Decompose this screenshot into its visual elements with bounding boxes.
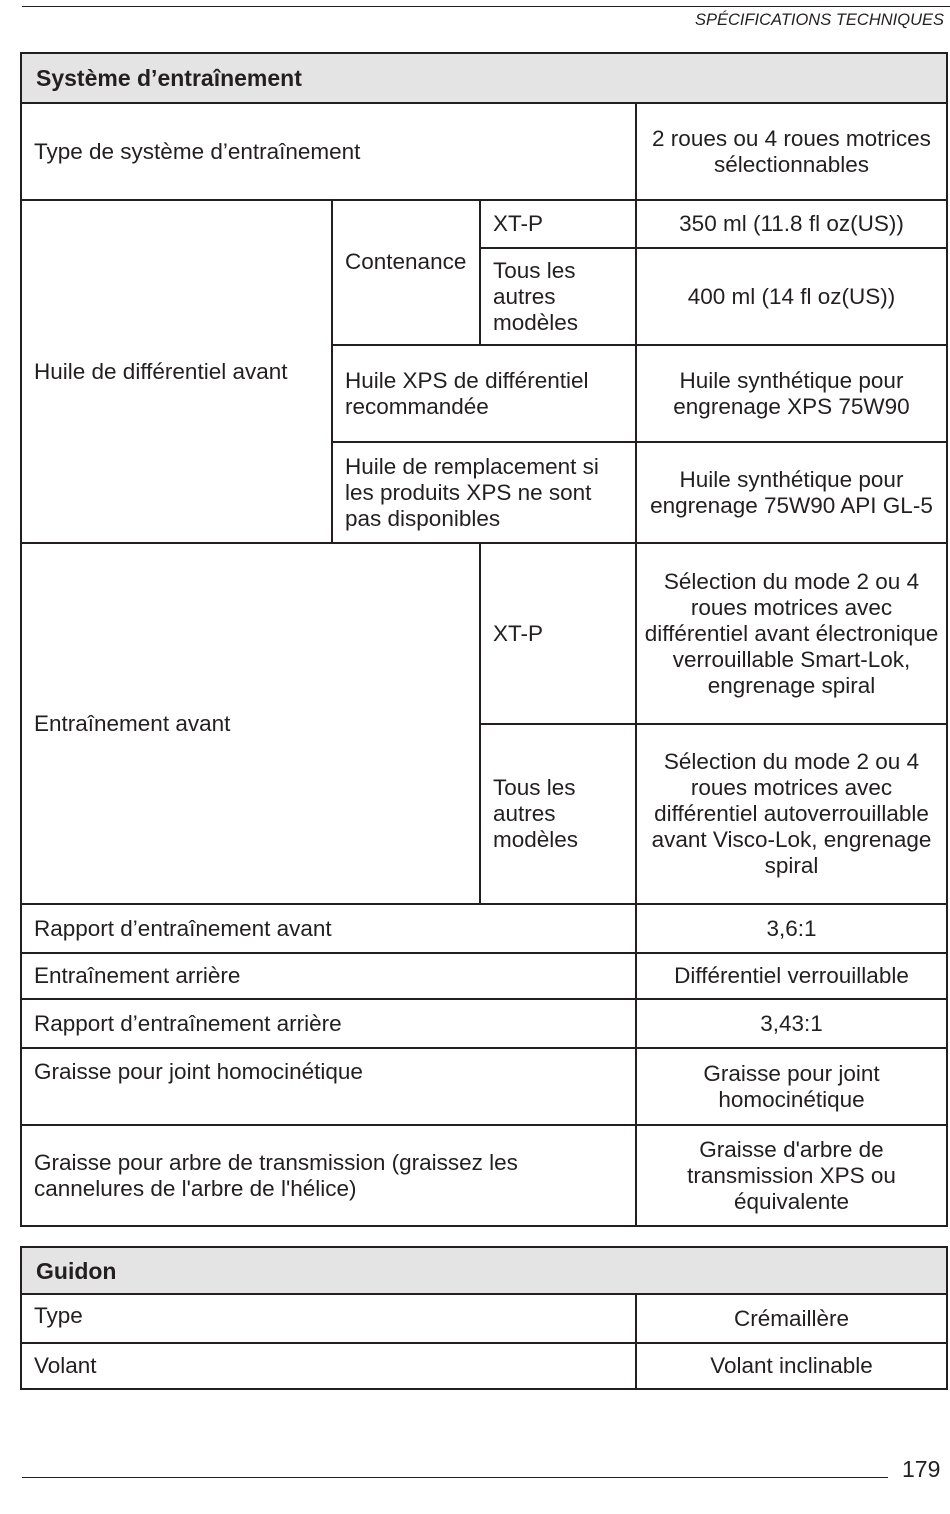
front-ratio-value: 3,6:1 xyxy=(636,904,947,953)
front-drive-xtp-label: XT-P xyxy=(480,543,636,724)
front-drive-others-label: Tous les autres modèles xyxy=(480,724,636,904)
steering-wheel-label: Volant xyxy=(21,1343,636,1389)
table-row xyxy=(21,1343,947,1389)
rear-ratio-label: Rapport d’entraînement arrière xyxy=(21,999,636,1048)
table-row xyxy=(21,999,947,1048)
xtp-model-label: XT-P xyxy=(480,200,636,248)
rear-ratio-value: 3,43:1 xyxy=(636,999,947,1048)
front-drive-label: Entraînement avant xyxy=(21,543,480,904)
other-models-capacity-value: 400 ml (14 fl oz(US)) xyxy=(636,248,947,345)
table-row xyxy=(21,543,947,724)
steering-table xyxy=(20,1246,948,1390)
other-models-label: Tous les autres modèles xyxy=(480,248,636,345)
drive-type-value: 2 roues ou 4 roues motrices sélectionnables xyxy=(636,103,947,200)
steering-wheel-value: Volant inclinable xyxy=(636,1343,947,1389)
front-drive-others-value: Sélection du mode 2 ou 4 roues motrices avec différentiel autoverrouillable avant Visco-Lok, engrenage spiral xyxy=(636,724,947,904)
shaft-grease-label: Graisse pour arbre de transmission (graissez les cannelures de l'arbre de l'hélice) xyxy=(21,1125,636,1226)
steering-type-label: Type xyxy=(21,1294,636,1343)
table-row xyxy=(21,904,947,953)
shaft-grease-value: Graisse d'arbre de transmission XPS ou équivalente xyxy=(636,1125,947,1226)
front-diff-oil-label: Huile de différentiel avant xyxy=(21,200,332,543)
front-ratio-label: Rapport d’entraînement avant xyxy=(21,904,636,953)
drive-type-label: Type de système d’entraînement xyxy=(21,103,636,200)
rear-drive-label: Entraînement arrière xyxy=(21,953,636,999)
drive-system-table xyxy=(20,52,948,1227)
capacity-label: Contenance xyxy=(332,200,480,345)
cv-grease-label: Graisse pour joint homocinétique xyxy=(21,1048,636,1125)
cv-grease-value: Graisse pour joint homocinétique xyxy=(636,1048,947,1125)
replacement-oil-label: Huile de remplacement si les produits XPS ne sont pas disponibles xyxy=(332,442,636,543)
steering-title: Guidon xyxy=(21,1247,947,1294)
section-header: SPÉCIFICATIONS TECHNIQUES xyxy=(694,11,944,29)
drive-system-title: Système d’entraînement xyxy=(21,53,947,103)
table-row xyxy=(21,953,947,999)
xtp-capacity-value: 350 ml (11.8 fl oz(US)) xyxy=(636,200,947,248)
table-row xyxy=(21,1048,947,1125)
page-number: 179 xyxy=(902,1456,941,1482)
table-row xyxy=(21,103,947,200)
recommended-oil-value: Huile synthétique pour engrenage XPS 75W90 xyxy=(636,345,947,442)
front-drive-xtp-value: Sélection du mode 2 ou 4 roues motrices avec différentiel avant électronique verrouillable Smart-Lok, engrenage spiral xyxy=(636,543,947,724)
steering-type-value: Crémaillère xyxy=(636,1294,947,1343)
recommended-oil-label: Huile XPS de différentiel recommandée xyxy=(332,345,636,442)
table-row xyxy=(21,1294,947,1343)
footer-rule xyxy=(22,1477,888,1478)
top-rule xyxy=(22,6,950,7)
table-row xyxy=(21,200,947,248)
replacement-oil-value: Huile synthétique pour engrenage 75W90 API GL-5 xyxy=(636,442,947,543)
rear-drive-value: Différentiel verrouillable xyxy=(636,953,947,999)
table-row xyxy=(21,1125,947,1226)
